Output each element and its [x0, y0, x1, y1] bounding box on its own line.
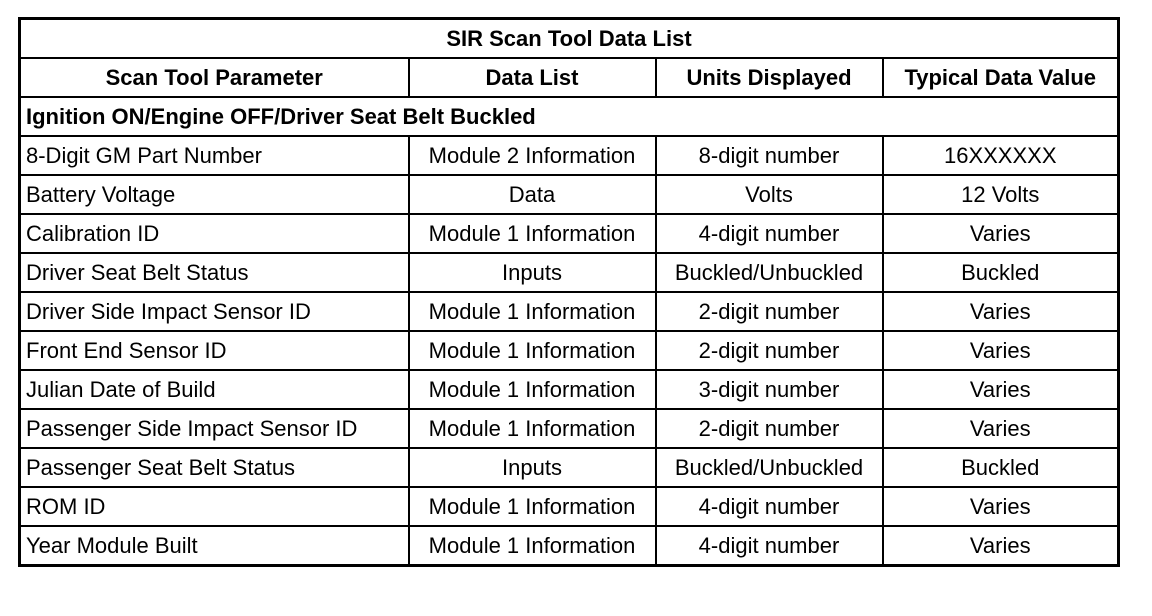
typical-value-cell: Varies	[883, 292, 1119, 331]
table-row	[20, 214, 1119, 253]
typical-value-cell: Varies	[883, 370, 1119, 409]
data-list-cell: Module 2 Information	[409, 136, 656, 175]
data-list-cell: Module 1 Information	[409, 487, 656, 526]
table-row	[20, 448, 1119, 487]
table-row	[20, 331, 1119, 370]
section-row	[20, 97, 1119, 136]
scan-tool-data-table	[18, 17, 1120, 567]
typical-value-cell: Varies	[883, 487, 1119, 526]
column-header-parameter: Scan Tool Parameter	[20, 58, 409, 97]
column-header-units: Units Displayed	[656, 58, 883, 97]
units-cell: 2-digit number	[656, 409, 883, 448]
parameter-cell: Battery Voltage	[20, 175, 409, 214]
table-title: SIR Scan Tool Data List	[20, 19, 1119, 59]
table-row	[20, 175, 1119, 214]
table-row	[20, 370, 1119, 409]
units-cell: 2-digit number	[656, 292, 883, 331]
parameter-cell: Driver Seat Belt Status	[20, 253, 409, 292]
header-row	[20, 58, 1119, 97]
data-list-cell: Module 1 Information	[409, 370, 656, 409]
parameter-cell: Passenger Side Impact Sensor ID	[20, 409, 409, 448]
units-cell: Volts	[656, 175, 883, 214]
parameter-cell: ROM ID	[20, 487, 409, 526]
table-row	[20, 253, 1119, 292]
typical-value-cell: Varies	[883, 214, 1119, 253]
table-row	[20, 292, 1119, 331]
table-body	[20, 19, 1119, 566]
column-header-data-list: Data List	[409, 58, 656, 97]
units-cell: 4-digit number	[656, 487, 883, 526]
parameter-cell: Driver Side Impact Sensor ID	[20, 292, 409, 331]
units-cell: 2-digit number	[656, 331, 883, 370]
parameter-cell: Passenger Seat Belt Status	[20, 448, 409, 487]
data-list-cell: Module 1 Information	[409, 526, 656, 566]
data-list-cell: Module 1 Information	[409, 292, 656, 331]
section-label: Ignition ON/Engine OFF/Driver Seat Belt Buckled	[20, 97, 1119, 136]
column-header-typical-value: Typical Data Value	[883, 58, 1119, 97]
units-cell: Buckled/Unbuckled	[656, 448, 883, 487]
typical-value-cell: Varies	[883, 526, 1119, 566]
data-list-cell: Inputs	[409, 253, 656, 292]
parameter-cell: Julian Date of Build	[20, 370, 409, 409]
typical-value-cell: 16XXXXXX	[883, 136, 1119, 175]
typical-value-cell: Varies	[883, 331, 1119, 370]
data-list-cell: Module 1 Information	[409, 331, 656, 370]
table-row	[20, 487, 1119, 526]
table-row	[20, 526, 1119, 566]
title-row	[20, 19, 1119, 59]
data-list-cell: Module 1 Information	[409, 214, 656, 253]
units-cell: 8-digit number	[656, 136, 883, 175]
units-cell: 4-digit number	[656, 214, 883, 253]
typical-value-cell: Buckled	[883, 448, 1119, 487]
typical-value-cell: 12 Volts	[883, 175, 1119, 214]
data-list-cell: Inputs	[409, 448, 656, 487]
units-cell: 4-digit number	[656, 526, 883, 566]
parameter-cell: 8-Digit GM Part Number	[20, 136, 409, 175]
units-cell: Buckled/Unbuckled	[656, 253, 883, 292]
typical-value-cell: Buckled	[883, 253, 1119, 292]
table-row	[20, 136, 1119, 175]
parameter-cell: Front End Sensor ID	[20, 331, 409, 370]
parameter-cell: Year Module Built	[20, 526, 409, 566]
data-list-cell: Data	[409, 175, 656, 214]
parameter-cell: Calibration ID	[20, 214, 409, 253]
units-cell: 3-digit number	[656, 370, 883, 409]
data-list-cell: Module 1 Information	[409, 409, 656, 448]
typical-value-cell: Varies	[883, 409, 1119, 448]
table-row	[20, 409, 1119, 448]
